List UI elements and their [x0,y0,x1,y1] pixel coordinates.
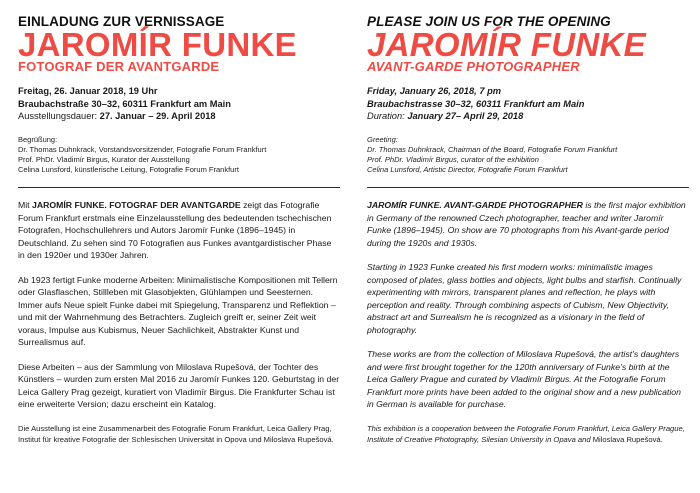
greeting-line: Prof. PhDr. Vladimír Birgus, Kurator der Ausstellung [18,154,190,164]
artist-name: JAROMÍR FUNKE [367,26,646,63]
event-address: Braubachstrasse 30–32, 60311 Frankfurt am Main [367,98,585,109]
intro-lead: JAROMÍR FUNKE. FOTOGRAF DER AVANTGARDE [32,200,241,211]
intro-paragraph: JAROMÍR FUNKE. AVANT-GARDE PHOTOGRAPHER is the first major exhibition in Germany of the renowned Czech photographer, teacher and writer Jaromír Funke (1896–1945). On show are 70 photographs from his Avant-garde period during the 1920s and 1930s. [367,200,686,248]
cooperation-footer: This exhibition is a cooperation between the Fotografie Forum Frankfurt, Leica Gallery Prague, Institute of Creative Photography, Silesian University in Opava and Miloslava Rupešová. [367,423,685,444]
divider [18,187,340,188]
intro-paragraph: Mit JAROMÍR FUNKE. FOTOGRAF DER AVANTGARDE zeigt das Fotografie Forum Frankfurt erstmals eine Einzelausstellung des bedeutenden tschechischen Fotografen, Hochschullehrers und Autors Jaromír Funke (1896–1945) in Deutschland. Zu sehen sind 70 Fotografien aus Funkes avantgardistischer Phase in den 1920er und 1930er Jahren. [18,200,332,261]
event-address: Braubachstraße 30–32, 60311 Frankfurt am Main [18,98,231,109]
duration-label: Ausstellungsdauer: [18,111,100,121]
greeting-block [18,135,340,176]
duration-label: Duration: [367,111,408,121]
event-info [367,85,689,123]
greeting-line: Celina Lunsford, künstlerische Leitung, Fotografie Forum Frankfurt [18,165,239,175]
event-date: Freitag, 26. Januar 2018, 19 Uhr [18,86,158,96]
cooperation-footer: Die Ausstellung ist eine Zusammenarbeit des Fotografie Forum Frankfurt, Leica Gallery Prag, Institut für kreative Fotografie der Schlesischen Universität in Opova und Miloslava Rupešová. [18,423,334,444]
divider [367,187,689,188]
greeting-label: Begrüßung: [18,134,58,144]
greeting-line: Prof. PhDr. Vladimír Birgus, curator of the exhibition [367,154,539,164]
intro-lead: JAROMÍR FUNKE. AVANT-GARDE PHOTOGRAPHER [367,200,583,211]
collection-paragraph: Diese Arbeiten – aus der Sammlung von Miloslava Rupešová, der Tochter des Künstlers – wurden zum ersten Mal 2016 zu Jaromír Funkes 120. Geburtstag in der Leica Gallery Prag gezeigt, kuratiert von Vladimír Birgus. Die Frankfurter Schau ist eine erweiterte Version; dazu erscheint ein Katalog. [18,361,340,410]
german-column [18,14,340,445]
greeting-line: Dr. Thomas Duhnkrack, Vorstandsvorsitzender, Fotografie Forum Frankfurt [18,144,267,154]
works-paragraph: Ab 1923 fertigt Funke moderne Arbeiten: Minimalistische Kompositionen mit Tellern oder Glasflaschen, Stillleben mit Glasobjekten, Glühlampen und Seesternen. Immer aufs Neue spielt Funke dabei mit Spiegelung, Transparenz und Reflektion – und mit der Wahrnehmung des Betrachters. Zugleich greift er, seiner Zeit weit voraus, Impulse aus Kubismus, Neuer Sachlichkeit, Abstrakter Kunst und Surrealismus auf. [18,274,338,348]
event-date: Friday, January 26, 2018, 7 pm [367,86,502,96]
invite-heading: PLEASE JOIN US FOR THE OPENING [367,14,611,29]
duration-value: January 27– April 29, 2018 [407,111,524,121]
exhibition-duration [367,110,689,123]
greeting-line: Celina Lunsford, Artistic Director, Fotografie Forum Frankfurt [367,165,568,175]
works-paragraph: Starting in 1923 Funke created his first modern works: minimalistic images composed of plates, glass bottles and objects, light bulbs and starfish. Continually experimenting with mirrors, transparent planes and reflection, he plays with perception and reality. Through combining aspects of Cubism, New Objectivity, abstract art and Surrealism he is recognized as a visionary in the field of photography. [367,262,682,335]
greeting-line: Dr. Thomas Duhnkrack, Chairman of the Board, Fotografie Forum Frankfurt [367,144,618,154]
collection-paragraph: These works are from the collection of Miloslava Rupešová, the artist’s daughters and were first brought together for the 120th anniversary of Funke’s birth at the Leica Gallery Prague and curated by Vladimír Birgus. At the Fotografie Forum Frankfurt more prints have been added to the original show and a new publication in German is available for purchase. [367,349,681,410]
exhibition-duration [18,110,340,123]
invite-heading: EINLADUNG ZUR VERNISSAGE [18,14,225,29]
exhibition-subtitle: FOTOGRAF DER AVANTGARDE [18,59,220,74]
greeting-label: Greeting: [367,134,398,144]
duration-value: 27. Januar – 29. April 2018 [99,111,216,121]
exhibition-subtitle: AVANT-GARDE PHOTOGRAPHER [367,59,580,74]
english-column [367,14,689,445]
artist-name: JAROMÍR FUNKE [18,26,297,63]
event-info [18,85,340,123]
greeting-block [367,135,689,176]
